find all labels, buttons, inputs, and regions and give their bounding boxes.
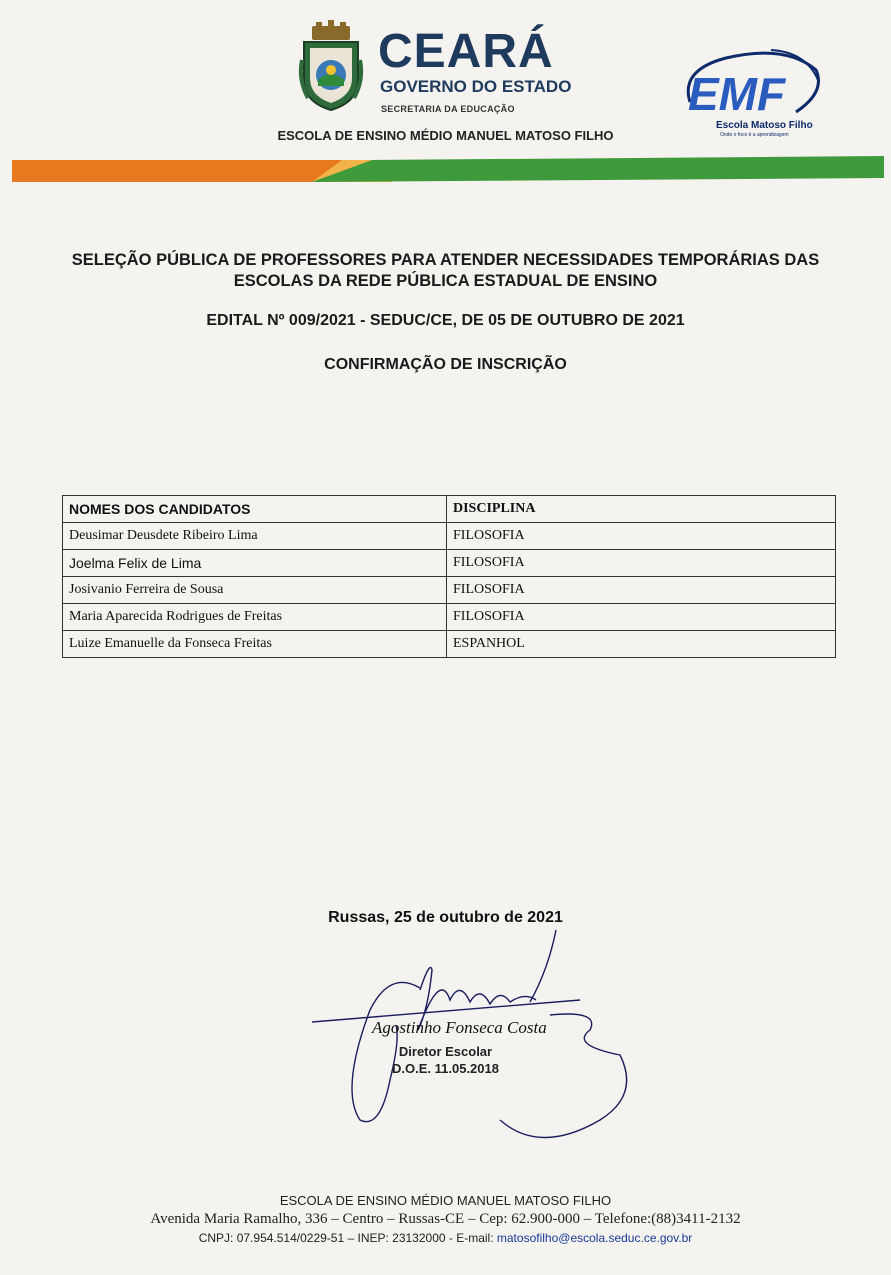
signer-name: Agostinho Fonseca Costa <box>372 1018 547 1037</box>
footer-cnpj-inep: CNPJ: 07.954.514/0229-51 – INEP: 23132000 - E-mail: <box>198 1231 497 1245</box>
column-header-discipline: DISCIPLINA <box>447 496 836 523</box>
candidate-name: Luize Emanuelle da Fonseca Freitas <box>63 631 447 658</box>
secretariat-label: SECRETARIA DA EDUCAÇÃO <box>381 104 515 114</box>
table-row <box>63 523 836 550</box>
government-label: GOVERNO DO ESTADO <box>380 77 572 96</box>
candidate-discipline: FILOSOFIA <box>447 604 836 631</box>
table-row <box>63 577 836 604</box>
edital-title: EDITAL Nº 009/2021 - SEDUC/CE, DE 05 DE OUTUBRO DE 2021 <box>206 312 685 329</box>
state-coat-of-arms <box>298 20 364 112</box>
column-header-names: NOMES DOS CANDIDATOS <box>63 496 447 523</box>
candidate-discipline: FILOSOFIA <box>447 523 836 550</box>
footer-address: Avenida Maria Ramalho, 336 – Centro – Russas-CE – Cep: 62.900-000 – Telefone:(88)3411-2132 <box>150 1211 741 1227</box>
candidate-name: Deusimar Deusdete Ribeiro Lima <box>63 523 447 550</box>
document-title <box>0 250 891 292</box>
candidate-name: Joelma Felix de Lima <box>63 550 447 577</box>
title-line-2: ESCOLAS DA REDE PÚBLICA ESTADUAL DE ENSINO <box>233 272 658 290</box>
table-row <box>63 631 836 658</box>
signer-role: Diretor Escolar <box>398 1044 493 1059</box>
signer-doe: D.O.E. 11.05.2018 <box>392 1061 499 1076</box>
footer-email-link[interactable]: matosofilho@escola.seduc.ce.gov.br <box>496 1231 693 1245</box>
svg-text:Escola Matoso Filho: Escola Matoso Filho <box>716 120 813 131</box>
emf-school-logo <box>676 40 826 140</box>
state-name: CEARÁ <box>378 25 554 78</box>
title-line-1: SELEÇÃO PÚBLICA DE PROFESSORES PARA ATENDER NECESSIDADES TEMPORÁRIAS DAS <box>71 251 820 269</box>
table-row <box>63 550 836 577</box>
footer-ids <box>0 1231 891 1245</box>
handwritten-signature <box>300 930 640 1155</box>
header-color-stripe <box>12 156 884 182</box>
footer-school-name: ESCOLA DE ENSINO MÉDIO MANUEL MATOSO FILHO <box>279 1193 612 1208</box>
school-header: ESCOLA DE ENSINO MÉDIO MANUEL MATOSO FILHO <box>277 128 614 143</box>
svg-text:Onde o foco é a aprendizagem: Onde o foco é a aprendizagem <box>720 132 789 138</box>
candidate-name: Maria Aparecida Rodrigues de Freitas <box>63 604 447 631</box>
subject-title: CONFIRMAÇÃO DE INSCRIÇÃO <box>324 356 567 373</box>
candidate-name: Josivanio Ferreira de Sousa <box>63 577 447 604</box>
candidate-discipline: FILOSOFIA <box>447 550 836 577</box>
table-row <box>63 604 836 631</box>
svg-text:EMF: EMF <box>688 68 786 120</box>
candidate-discipline: ESPANHOL <box>447 631 836 658</box>
place-and-date: Russas, 25 de outubro de 2021 <box>328 909 563 926</box>
candidates-table <box>62 495 836 658</box>
table-header-row <box>63 496 836 523</box>
candidate-discipline: FILOSOFIA <box>447 577 836 604</box>
